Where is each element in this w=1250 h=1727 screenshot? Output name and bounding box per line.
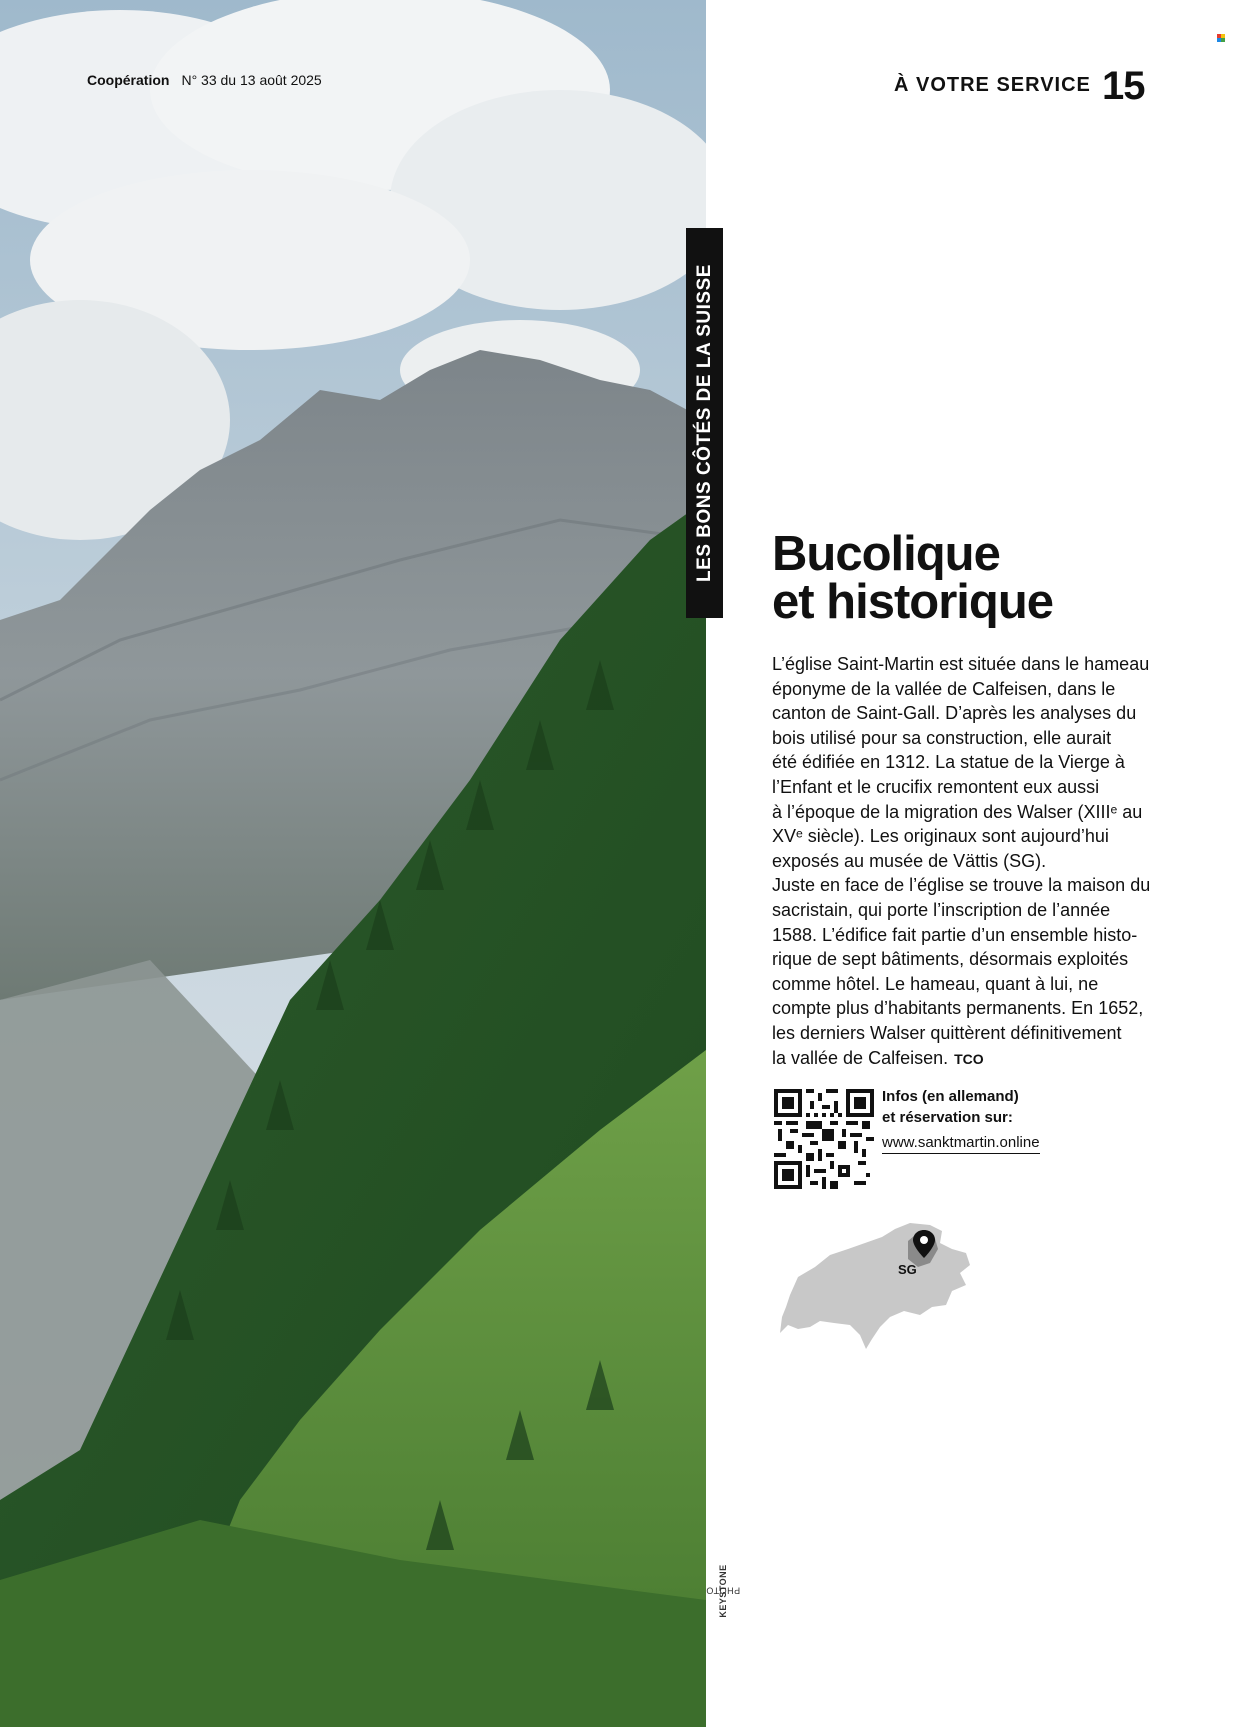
body-line: été édifiée en 1312. La statue de la Vierge à [772, 752, 1125, 773]
body-line: les derniers Walser quittèrent définitivement [772, 1022, 1122, 1043]
title-line-2: et historique [772, 575, 1054, 629]
switzerland-map [770, 1215, 975, 1350]
registration-mark-icon [1217, 34, 1225, 42]
body-line: XVᵉ siècle). Les originaux sont aujourd’hui [772, 826, 1109, 847]
side-tag-label: LES BONS CÔTÉS DE LA SUISSE [693, 264, 715, 582]
issue-header [87, 72, 322, 88]
body-line: 1588. L’édifice fait partie d’un ensemble histo- [772, 924, 1138, 945]
section-title: À VOTRE SERVICE [894, 74, 1091, 96]
body-line: exposés au musée de Vättis (SG). [772, 850, 1047, 871]
author-initials: TCO [954, 1050, 984, 1067]
website-link[interactable]: www.sanktmartin.online [882, 1132, 1040, 1154]
credit-prefix: PHOTO [705, 1586, 741, 1597]
info-line-2: et réservation sur: [882, 1109, 1013, 1126]
side-tag [686, 228, 723, 618]
article-title [772, 527, 1054, 629]
body-line-text: la vallée de Calfeisen. [772, 1047, 949, 1068]
body-line-last [772, 1046, 1172, 1072]
info-line-1: Infos (en allemand) [882, 1088, 1019, 1105]
body-line: L’église Saint-Martin est située dans le hameau [772, 654, 1150, 674]
country-shape [780, 1223, 970, 1349]
switzerland-map-graphic [770, 1215, 975, 1350]
canton-label: SG [898, 1262, 917, 1277]
body-line: Juste en face de l’église se trouve la maison du [772, 875, 1151, 896]
body-line: compte plus d’habitants permanents. En 1652, [772, 998, 1144, 1019]
title-line-1: Bucolique [772, 527, 1000, 581]
body-line: bois utilisé pour sa construction, elle aurait [772, 727, 1112, 748]
qr-code-icon [774, 1089, 874, 1189]
body-line: comme hôtel. Le hameau, quant à lui, ne [772, 973, 1099, 994]
body-line: sacristain, qui porte l’inscription de l’année [772, 899, 1111, 920]
info-block [882, 1086, 1040, 1154]
credit-agency: KEYSTONE [718, 1564, 728, 1618]
body-line: éponyme de la vallée de Calfeisen, dans le [772, 678, 1116, 699]
body-line: l’Enfant et le crucifix remontent eux aussi [772, 776, 1100, 797]
body-line: rique de sept bâtiments, désormais exploités [772, 949, 1129, 970]
issue-date: N° 33 du 13 août 2025 [181, 72, 322, 88]
body-line: à l’époque de la migration des Walser (XIIIᵉ au [772, 801, 1143, 822]
page-number: 15 [1102, 64, 1145, 108]
article-body [772, 652, 1172, 1071]
publication-name: Coopération [87, 72, 170, 88]
body-line: canton de Saint-Gall. D’après les analyses du [772, 703, 1137, 724]
photo-credit [705, 1546, 741, 1636]
qr-code[interactable] [774, 1089, 874, 1189]
